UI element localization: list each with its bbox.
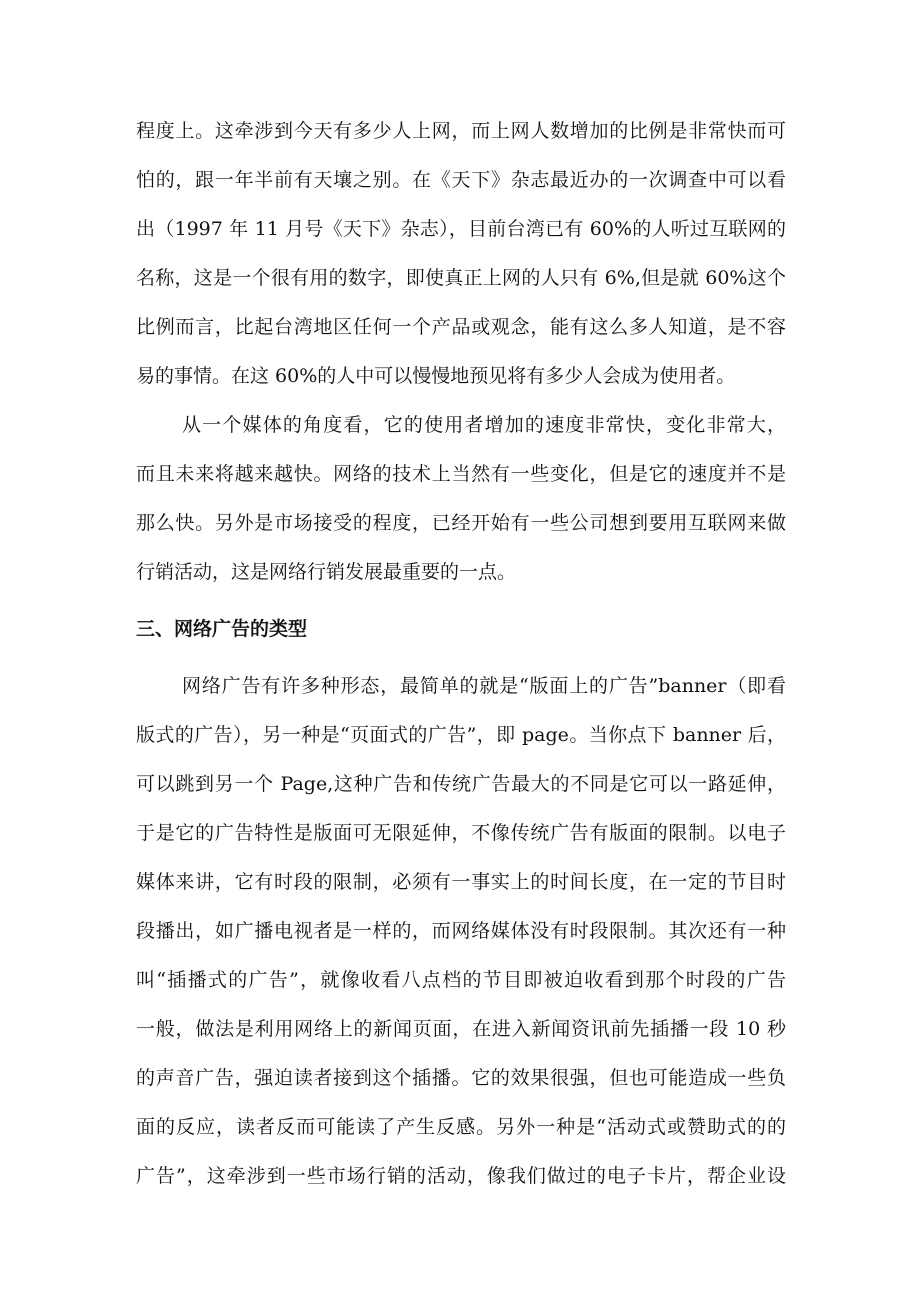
section-heading: 三、网络广告的类型 <box>136 618 308 640</box>
paragraph-2-line-3: 那么快。另外是市场接受的程度，已经开始有一些公司想到要用互联网来做 <box>136 512 786 534</box>
paragraph-1-line-1: 程度上。这牵涉到今天有多少人上网，而上网人数增加的比例是非常快而可 <box>136 120 786 142</box>
paragraph-1-line-2: 怕的，跟一年半前有天壤之别。在《天下》杂志最近办的一次调查中可以看 <box>136 169 786 191</box>
paragraph-2-line-1: 从一个媒体的角度看，它的使用者增加的速度非常快，变化非常大， <box>182 414 786 436</box>
paragraph-1-line-5: 比例而言，比起台湾地区任何一个产品或观念，能有这么多人知道，是不容 <box>136 316 786 338</box>
paragraph-3-line-7: 叫“插播式的广告”，就像收看八点档的节目即被迫收看到那个时段的广告 <box>136 969 786 991</box>
paragraph-3-line-9: 的声音广告，强迫读者接到这个插播。它的效果很强，但也可能造成一些负 <box>136 1067 786 1089</box>
paragraph-2-line-4: 行销活动，这是网络行销发展最重要的一点。 <box>136 561 517 583</box>
paragraph-3-line-3: 可以跳到另一个 Page,这种广告和传统广告最大的不同是它可以一路延伸， <box>136 773 786 795</box>
paragraph-1-line-6: 易的事情。在这 60%的人中可以慢慢地预见将有多少人会成为使用者。 <box>136 365 736 387</box>
paragraph-3-line-4: 于是它的广告特性是版面可无限延伸，不像传统广告有版面的限制。以电子 <box>136 822 786 844</box>
paragraph-1-line-4: 名称，这是一个很有用的数字，即使真正上网的人只有 6%,但是就 60%这个 <box>136 267 786 289</box>
paragraph-3-line-2: 版式的广告），另一种是“页面式的广告”，即 page。当你点下 banner 后， <box>136 724 786 746</box>
paragraph-3-line-5: 媒体来讲，它有时段的限制，必须有一事实上的时间长度，在一定的节目时 <box>136 871 786 893</box>
paragraph-3-line-11: 广告”，这牵涉到一些市场行销的活动，像我们做过的电子卡片，帮企业设 <box>136 1165 786 1187</box>
paragraph-3-line-10: 面的反应，读者反而可能读了产生反感。另外一种是“活动式或赞助式的的 <box>136 1116 786 1138</box>
paragraph-3-line-6: 段播出，如广播电视者是一样的，而网络媒体没有时段限制。其次还有一种 <box>136 920 786 942</box>
paragraph-2-line-2: 而且未来将越来越快。网络的技术上当然有一些变化，但是它的速度并不是 <box>136 463 786 485</box>
paragraph-1-line-3: 出（1997 年 11 月号《天下》杂志），目前台湾已有 60%的人听过互联网的 <box>136 218 786 240</box>
paragraph-3-line-1: 网络广告有许多种形态，最简单的就是“版面上的广告”banner（即看 <box>182 675 786 697</box>
paragraph-3-line-8: 一般，做法是利用网络上的新闻页面，在进入新闻资讯前先插播一段 10 秒 <box>136 1018 786 1040</box>
